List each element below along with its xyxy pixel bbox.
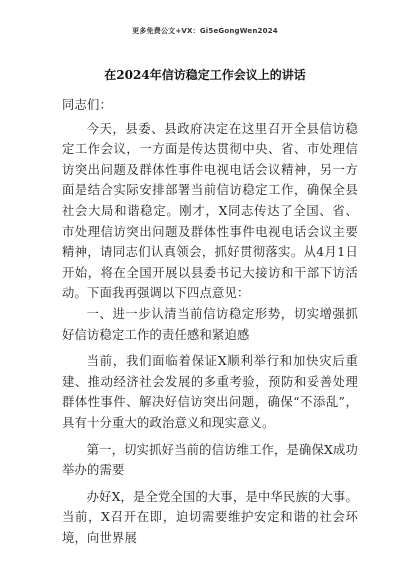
document-title: 在2024年信访稳定工作会议上的讲话 <box>104 68 306 82</box>
paragraph-event: 办好X，是全党全国的大事，是中华民族的大事。当前，X召开在即，迫切需要维护安定和谐的社会环境，向世界展 <box>62 489 358 545</box>
paragraph-intro: 今天，县委、县政府决定在这里召开全县信访稳定工作会议，一方面是传达贯彻中央、省、市处理信访突出问题及群体性事件电视电话会议精神，另一方面是结合实际安排部署当前信访稳定工作，确保全县社会大局和谐稳定。刚才，X同志传达了全国、省、市处理信访突出问题及群体性事件电视电话会议主要精神，请同志们认真领会，抓好贯彻落实。从4月1日开始，将在全国开展以县委书记大接访和干部下访活动。下面我再强调以下四点意见： <box>62 121 358 301</box>
document-body <box>62 95 358 548</box>
salutation: 同志们： <box>62 98 112 112</box>
paragraph-situation: 当前，我们面临着保证X顺利举行和加快灾后重建、推动经济社会发展的多重考验，预防和妥善处理群体性事件、解决好信访突出问题，确保“不添乱”，具有十分重大的政治意义和现实意义。 <box>62 354 358 430</box>
section-heading-1: 一、进一步认清当前信访稳定形势，切实增强抓好信访稳定工作的责任感和紧迫感 <box>62 306 358 342</box>
subheading-first: 第一，切实抓好当前的信访维工作，是确保X成功举办的需要 <box>62 442 358 478</box>
header-note: 更多免费公文+VX：Gi5eGongWen2024 <box>132 27 278 35</box>
